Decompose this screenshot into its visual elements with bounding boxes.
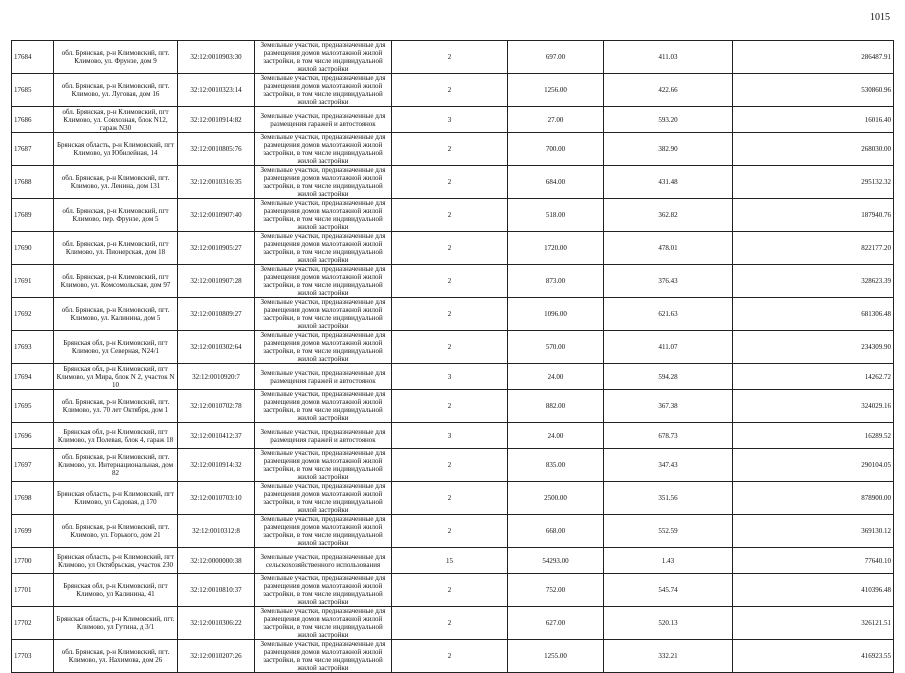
specific-value-cell: 362.82 bbox=[604, 199, 733, 232]
table-row bbox=[12, 364, 894, 390]
area-cell: 882.00 bbox=[508, 390, 604, 423]
cadastral-number-cell: 32:12:0010905:27 bbox=[178, 232, 255, 265]
address-cell: Брянская обл, р-н Климовский, пгт Климово, ул Мира, блок N 2, участок N 10 bbox=[54, 364, 178, 390]
land-use-cell: Земельные участки, предназначенные для размещения гаражей и автостоянок bbox=[255, 423, 392, 449]
address-cell: Брянская область, р-н Климовский, пгт. Климово, ул Гутина, д 3/1 bbox=[54, 607, 178, 640]
cadastral-value-cell: 681306.48 bbox=[733, 298, 894, 331]
area-cell: 570.00 bbox=[508, 331, 604, 364]
group-code-cell: 2 bbox=[392, 640, 508, 673]
record-number: 17690 bbox=[12, 232, 54, 265]
land-use-cell: Земельные участки, предназначенные для размещения домов малоэтажной жилой застройки, в том числе индивидуальной жилой застройки bbox=[255, 232, 392, 265]
cadastral-value-table bbox=[11, 40, 894, 673]
specific-value-cell: 422.66 bbox=[604, 74, 733, 107]
table-body bbox=[12, 41, 894, 673]
land-use-cell: Земельные участки, предназначенные для размещения домов малоэтажной жилой застройки, в том числе индивидуальной жилой застройки bbox=[255, 574, 392, 607]
record-number: 17702 bbox=[12, 607, 54, 640]
address-cell: обл. Брянская, р-н Климовский, пгт Климово, ул. Пионерская, дом 18 bbox=[54, 232, 178, 265]
table-row bbox=[12, 74, 894, 107]
record-number: 17699 bbox=[12, 515, 54, 548]
record-number: 17703 bbox=[12, 640, 54, 673]
specific-value-cell: 520.13 bbox=[604, 607, 733, 640]
cadastral-number-cell: 32:12:0010316:35 bbox=[178, 166, 255, 199]
area-cell: 700.00 bbox=[508, 133, 604, 166]
record-number: 17698 bbox=[12, 482, 54, 515]
land-use-cell: Земельные участки, предназначенные для размещения гаражей и автостоянок bbox=[255, 364, 392, 390]
cadastral-value-cell: 410396.48 bbox=[733, 574, 894, 607]
area-cell: 2500.00 bbox=[508, 482, 604, 515]
land-use-cell: Земельные участки, предназначенные для размещения домов малоэтажной жилой застройки, в том числе индивидуальной жилой застройки bbox=[255, 640, 392, 673]
cadastral-number-cell: 32:12:0010907:40 bbox=[178, 199, 255, 232]
cadastral-value-cell: 268030.00 bbox=[733, 133, 894, 166]
cadastral-value-cell: 234309.90 bbox=[733, 331, 894, 364]
table-row bbox=[12, 331, 894, 364]
address-cell: Брянская область, р-н Климовский, пгт Климово, ул Октябрьская, участок 230 bbox=[54, 548, 178, 574]
land-use-cell: Земельные участки, предназначенные для размещения домов малоэтажной жилой застройки, в том числе индивидуальной жилой застройки bbox=[255, 133, 392, 166]
record-number: 17686 bbox=[12, 107, 54, 133]
record-number: 17687 bbox=[12, 133, 54, 166]
address-cell: обл. Брянская, р-н Климовский, пгт Климово, пер. Фрунзе, дом 5 bbox=[54, 199, 178, 232]
record-number: 17692 bbox=[12, 298, 54, 331]
cadastral-number-cell: 32:12:0010312:8 bbox=[178, 515, 255, 548]
table-row bbox=[12, 133, 894, 166]
specific-value-cell: 621.63 bbox=[604, 298, 733, 331]
cadastral-value-cell: 822177.20 bbox=[733, 232, 894, 265]
cadastral-value-cell: 530860.96 bbox=[733, 74, 894, 107]
area-cell: 1096.00 bbox=[508, 298, 604, 331]
area-cell: 27.00 bbox=[508, 107, 604, 133]
land-use-cell: Земельные участки, предназначенные для размещения домов малоэтажной жилой застройки, в том числе индивидуальной жилой застройки bbox=[255, 515, 392, 548]
specific-value-cell: 367.38 bbox=[604, 390, 733, 423]
cadastral-number-cell: 32:12:0010702:78 bbox=[178, 390, 255, 423]
record-number: 17697 bbox=[12, 449, 54, 482]
group-code-cell: 2 bbox=[392, 390, 508, 423]
cadastral-value-cell: 369130.12 bbox=[733, 515, 894, 548]
table-row bbox=[12, 607, 894, 640]
land-use-cell: Земельные участки, предназначенные для размещения домов малоэтажной жилой застройки, в том числе индивидуальной жилой застройки bbox=[255, 199, 392, 232]
record-number: 17693 bbox=[12, 331, 54, 364]
land-use-cell: Земельные участки, предназначенные для размещения домов малоэтажной жилой застройки, в том числе индивидуальной жилой застройки bbox=[255, 74, 392, 107]
cadastral-value-cell: 16289.52 bbox=[733, 423, 894, 449]
area-cell: 1256.00 bbox=[508, 74, 604, 107]
address-cell: обл. Брянская, р-н Климовский, пгт. Климово, ул. Калинина, дом 5 bbox=[54, 298, 178, 331]
land-use-cell: Земельные участки, предназначенные для размещения домов малоэтажной жилой застройки, в том числе индивидуальной жилой застройки bbox=[255, 390, 392, 423]
address-cell: обл. Брянская, р-н Климовский, пгт. Климово, ул. Ленина, дом 131 bbox=[54, 166, 178, 199]
specific-value-cell: 552.59 bbox=[604, 515, 733, 548]
area-cell: 697.00 bbox=[508, 41, 604, 74]
cadastral-number-cell: 32:12:0010809:27 bbox=[178, 298, 255, 331]
cadastral-value-cell: 295132.32 bbox=[733, 166, 894, 199]
specific-value-cell: 411.03 bbox=[604, 41, 733, 74]
specific-value-cell: 594.28 bbox=[604, 364, 733, 390]
cadastral-number-cell: 32:12:0010914:82 bbox=[178, 107, 255, 133]
cadastral-value-cell: 878900.00 bbox=[733, 482, 894, 515]
address-cell: Брянская область, р-н Климовский, пгт Климово, ул Юбилейная, 14 bbox=[54, 133, 178, 166]
group-code-cell: 3 bbox=[392, 364, 508, 390]
area-cell: 627.00 bbox=[508, 607, 604, 640]
specific-value-cell: 332.21 bbox=[604, 640, 733, 673]
address-cell: Брянская область, р-н Климовский, пгт Климово, ул Садовая, д 170 bbox=[54, 482, 178, 515]
cadastral-number-cell: 32:12:0010805:76 bbox=[178, 133, 255, 166]
land-use-cell: Земельные участки, предназначенные для размещения домов малоэтажной жилой застройки, в том числе индивидуальной жилой застройки bbox=[255, 607, 392, 640]
group-code-cell: 2 bbox=[392, 199, 508, 232]
specific-value-cell: 593.20 bbox=[604, 107, 733, 133]
land-use-cell: Земельные участки, предназначенные для размещения домов малоэтажной жилой застройки, в том числе индивидуальной жилой застройки bbox=[255, 449, 392, 482]
land-use-cell: Земельные участки, предназначенные для размещения домов малоэтажной жилой застройки, в том числе индивидуальной жилой застройки bbox=[255, 482, 392, 515]
table-row bbox=[12, 166, 894, 199]
group-code-cell: 3 bbox=[392, 423, 508, 449]
cadastral-number-cell: 32:12:0010703:10 bbox=[178, 482, 255, 515]
page-number: 1015 bbox=[870, 12, 890, 23]
specific-value-cell: 431.48 bbox=[604, 166, 733, 199]
address-cell: обл. Брянская, р-н Климовский, пгт. Климово, ул. 70 лет Октября, дом 1 bbox=[54, 390, 178, 423]
record-number: 17689 bbox=[12, 199, 54, 232]
cadastral-number-cell: 32:12:0000000:38 bbox=[178, 548, 255, 574]
table-row bbox=[12, 107, 894, 133]
cadastral-value-cell: 77640.10 bbox=[733, 548, 894, 574]
cadastral-number-cell: 32:12:0010907:28 bbox=[178, 265, 255, 298]
table-row bbox=[12, 574, 894, 607]
group-code-cell: 2 bbox=[392, 298, 508, 331]
cadastral-value-cell: 286487.91 bbox=[733, 41, 894, 74]
area-cell: 24.00 bbox=[508, 423, 604, 449]
land-use-cell: Земельные участки, предназначенные для размещения домов малоэтажной жилой застройки, в том числе индивидуальной жилой застройки bbox=[255, 298, 392, 331]
record-number: 17701 bbox=[12, 574, 54, 607]
land-use-cell: Земельные участки, предназначенные для сельскохозяйственного использования bbox=[255, 548, 392, 574]
address-cell: Брянская обл, р-н Климовский, пгт Климово, ул Северная, N24/1 bbox=[54, 331, 178, 364]
cadastral-value-cell: 328623.39 bbox=[733, 265, 894, 298]
table-row bbox=[12, 199, 894, 232]
specific-value-cell: 678.73 bbox=[604, 423, 733, 449]
table-row bbox=[12, 232, 894, 265]
address-cell: обл. Брянская, р-н Климовский, пгт. Климово, ул. Интернациональная, дом 82 bbox=[54, 449, 178, 482]
land-use-cell: Земельные участки, предназначенные для размещения гаражей и автостоянок bbox=[255, 107, 392, 133]
area-cell: 518.00 bbox=[508, 199, 604, 232]
cadastral-number-cell: 32:12:0010920:7 bbox=[178, 364, 255, 390]
area-cell: 24.00 bbox=[508, 364, 604, 390]
group-code-cell: 2 bbox=[392, 232, 508, 265]
land-use-cell: Земельные участки, предназначенные для размещения домов малоэтажной жилой застройки, в том числе индивидуальной жилой застройки bbox=[255, 331, 392, 364]
address-cell: Брянская обл, р-н Климовский, пгт Климово, ул Калинина, 41 bbox=[54, 574, 178, 607]
group-code-cell: 15 bbox=[392, 548, 508, 574]
address-cell: обл. Брянская, р-н Климовский, пгт Климово, ул. Совхозная, блок N12, гараж N30 bbox=[54, 107, 178, 133]
area-cell: 684.00 bbox=[508, 166, 604, 199]
cadastral-number-cell: 32:12:0010302:64 bbox=[178, 331, 255, 364]
record-number: 17695 bbox=[12, 390, 54, 423]
cadastral-value-cell: 16016.40 bbox=[733, 107, 894, 133]
table-row bbox=[12, 423, 894, 449]
address-cell: обл. Брянская, р-н Климовский, пгт. Климово, ул. Нахимова, дом 26 bbox=[54, 640, 178, 673]
record-number: 17684 bbox=[12, 41, 54, 74]
cadastral-number-cell: 32:12:0010903:30 bbox=[178, 41, 255, 74]
area-cell: 873.00 bbox=[508, 265, 604, 298]
address-cell: обл. Брянская, р-н Климовский, пгт. Климово, ул. Фрунзе, дом 9 bbox=[54, 41, 178, 74]
address-cell: обл. Брянская, р-н Климовский, пгт Климово, ул. Комсомольская, дом 97 bbox=[54, 265, 178, 298]
cadastral-number-cell: 32:12:0010914:32 bbox=[178, 449, 255, 482]
land-use-cell: Земельные участки, предназначенные для размещения домов малоэтажной жилой застройки, в том числе индивидуальной жилой застройки bbox=[255, 166, 392, 199]
table-row bbox=[12, 265, 894, 298]
table-row bbox=[12, 298, 894, 331]
table-row bbox=[12, 515, 894, 548]
cadastral-value-cell: 290104.05 bbox=[733, 449, 894, 482]
land-use-cell: Земельные участки, предназначенные для размещения домов малоэтажной жилой застройки, в том числе индивидуальной жилой застройки bbox=[255, 265, 392, 298]
area-cell: 752.00 bbox=[508, 574, 604, 607]
group-code-cell: 2 bbox=[392, 74, 508, 107]
specific-value-cell: 411.07 bbox=[604, 331, 733, 364]
area-cell: 54293.00 bbox=[508, 548, 604, 574]
specific-value-cell: 478.01 bbox=[604, 232, 733, 265]
specific-value-cell: 347.43 bbox=[604, 449, 733, 482]
address-cell: Брянская обл, р-н Климовский, пгт Климово, ул Полевая, блок 4, гараж 18 bbox=[54, 423, 178, 449]
record-number: 17700 bbox=[12, 548, 54, 574]
table-row bbox=[12, 640, 894, 673]
area-cell: 1720.00 bbox=[508, 232, 604, 265]
specific-value-cell: 1.43 bbox=[604, 548, 733, 574]
specific-value-cell: 351.56 bbox=[604, 482, 733, 515]
group-code-cell: 2 bbox=[392, 449, 508, 482]
group-code-cell: 3 bbox=[392, 107, 508, 133]
cadastral-number-cell: 32:12:0010323:14 bbox=[178, 74, 255, 107]
record-number: 17696 bbox=[12, 423, 54, 449]
record-number: 17691 bbox=[12, 265, 54, 298]
cadastral-number-cell: 32:12:0010306:22 bbox=[178, 607, 255, 640]
group-code-cell: 2 bbox=[392, 166, 508, 199]
table-row bbox=[12, 390, 894, 423]
group-code-cell: 2 bbox=[392, 515, 508, 548]
group-code-cell: 2 bbox=[392, 482, 508, 515]
group-code-cell: 2 bbox=[392, 133, 508, 166]
table-row bbox=[12, 548, 894, 574]
address-cell: обл. Брянская, р-н Климовский, пгт. Климово, ул. Горького, дом 21 bbox=[54, 515, 178, 548]
cadastral-number-cell: 32:12:0010207:26 bbox=[178, 640, 255, 673]
cadastral-value-cell: 187940.76 bbox=[733, 199, 894, 232]
area-cell: 835.00 bbox=[508, 449, 604, 482]
group-code-cell: 2 bbox=[392, 574, 508, 607]
area-cell: 1255.00 bbox=[508, 640, 604, 673]
table-row bbox=[12, 41, 894, 74]
specific-value-cell: 545.74 bbox=[604, 574, 733, 607]
land-use-cell: Земельные участки, предназначенные для размещения домов малоэтажной жилой застройки, в том числе индивидуальной жилой застройки bbox=[255, 41, 392, 74]
cadastral-value-cell: 416923.55 bbox=[733, 640, 894, 673]
cadastral-number-cell: 32:12:0010810:37 bbox=[178, 574, 255, 607]
table-row bbox=[12, 482, 894, 515]
specific-value-cell: 376.43 bbox=[604, 265, 733, 298]
area-cell: 668.00 bbox=[508, 515, 604, 548]
cadastral-number-cell: 32:12:0010412:37 bbox=[178, 423, 255, 449]
record-number: 17685 bbox=[12, 74, 54, 107]
cadastral-value-cell: 324029.16 bbox=[733, 390, 894, 423]
group-code-cell: 2 bbox=[392, 265, 508, 298]
group-code-cell: 2 bbox=[392, 607, 508, 640]
record-number: 17694 bbox=[12, 364, 54, 390]
table-row bbox=[12, 449, 894, 482]
address-cell: обл. Брянская, р-н Климовский, пгт. Климово, ул. Луговая, дом 16 bbox=[54, 74, 178, 107]
cadastral-value-cell: 14262.72 bbox=[733, 364, 894, 390]
specific-value-cell: 382.90 bbox=[604, 133, 733, 166]
group-code-cell: 2 bbox=[392, 41, 508, 74]
group-code-cell: 2 bbox=[392, 331, 508, 364]
cadastral-value-cell: 326121.51 bbox=[733, 607, 894, 640]
record-number: 17688 bbox=[12, 166, 54, 199]
